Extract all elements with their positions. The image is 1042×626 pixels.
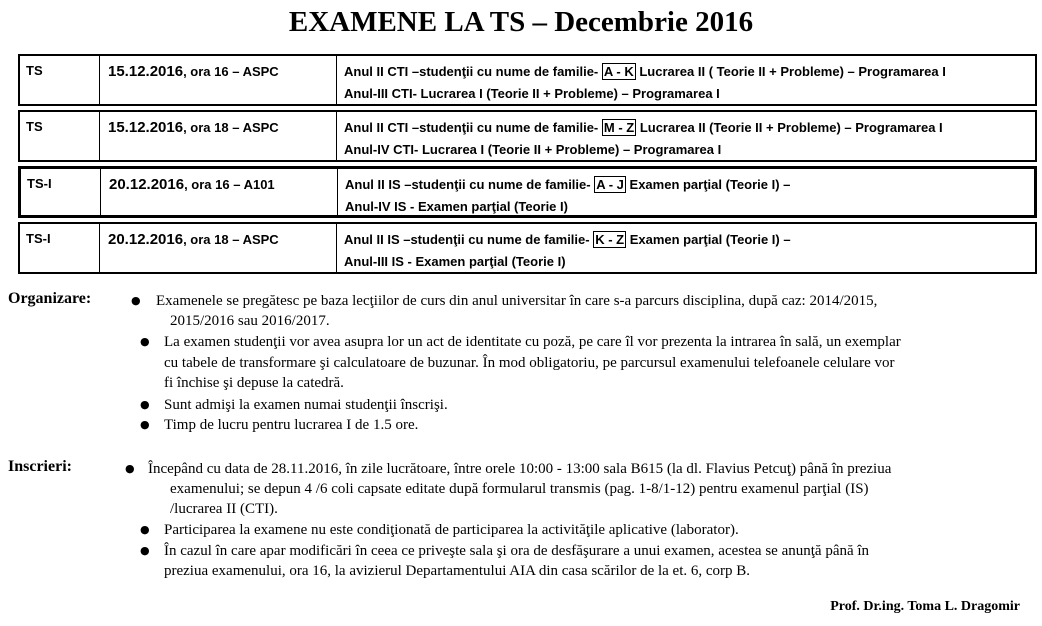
inscrieri-bullet-2: Participarea la examene nu este condiţionată de participarea la activităţile aplicative (laborator). [164, 522, 739, 538]
datetime-cell: 15.12.2016, ora 18 – ASPC [100, 112, 337, 160]
table-row [18, 222, 1037, 274]
organizare-bullet-2c: fi închise şi depuse la catedră. [164, 375, 344, 391]
inscrieri-bullet-3b: preziua examenului, ora 16, la avizierul Departamentului AIA din casa scărilor de la et. 6, corp B. [164, 563, 751, 579]
inscrieri-bullet-1c: /lucrarea II (CTI). [170, 501, 278, 517]
organizare-bullet-2b: cu tabele de transformare şi calculatoare de buzunar. În mod obligatoriu, pe parcursul examenului telefoanele celulare vor [164, 355, 895, 371]
datetime-cell: 20.12.2016, ora 16 – A101 [101, 169, 338, 215]
group-cell: TS [20, 112, 100, 160]
name-range-box: A - K [603, 64, 634, 79]
table-row [18, 166, 1037, 218]
organizare-bullet-3: Sunt admişi la examen numai studenţii înscrişi. [164, 397, 448, 413]
details-cell: Anul II IS –studenţii cu nume de familie- A - J Examen parţial (Teorie I) – Anul-IV IS - Examen parţial (Teorie I) [345, 177, 791, 214]
group-cell: TS-I [20, 224, 100, 272]
details-cell: Anul II CTI –studenţii cu nume de familie- M - Z Lucrarea II (Teorie II + Probleme) – Programarea I Anul-IV CTI- Lucrarea I (Teorie II + Probleme) – Programarea I [344, 120, 943, 157]
group-cell: TS [20, 56, 100, 104]
inscrieri-label: Inscrieri: [8, 458, 72, 475]
inscrieri-bullet-1b: examenului; se depun 4 /6 coli capsate editate după formularul transmis (pag. 1-8/1-12) pentru examenul parţial (IS) [170, 481, 869, 497]
exam-schedule-table [18, 54, 1037, 278]
organizare-bullet-4: Timp de lucru pentru lucrarea I de 1.5 ore. [164, 417, 419, 433]
name-range-box: M - Z [603, 120, 635, 135]
signature: Prof. Dr.ing. Toma L. Dragomir [830, 599, 1020, 614]
details-cell: Anul II IS –studenţii cu nume de familie- K - Z Examen parţial (Teorie I) – Anul-III IS - Examen parţial (Teorie I) [344, 232, 791, 269]
inscrieri-bullet-1a: Începând cu data de 28.11.2016, în zile lucrătoare, între orele 10:00 - 13:00 sala B615 (la dl. Flavius Petcuţ) până în preziua [148, 461, 892, 477]
organizare-label: Organizare: [8, 290, 92, 307]
details-cell: Anul II CTI –studenţii cu nume de familie- A - K Lucrarea II ( Teorie II + Probleme) – Programarea I Anul-III CTI- Lucrarea I (Teorie II + Probleme) – Programarea I [344, 64, 946, 101]
organizare-bullet-1b: 2015/2016 sau 2016/2017. [170, 313, 330, 329]
datetime-cell: 15.12.2016, ora 16 – ASPC [100, 56, 337, 104]
name-range-box: A - J [596, 177, 624, 192]
bullet-icon: ● [140, 418, 150, 431]
datetime-cell: 20.12.2016, ora 18 – ASPC [100, 224, 337, 272]
inscrieri-bullet-3a: În cazul în care apar modificări în ceea ce priveşte sala şi ora de desfăşurare a unui examen, acestea se anunţă până în [164, 543, 870, 559]
organizare-bullet-2a: La examen studenţii vor avea asupra lor un act de identitate cu poză, pe care îl vor prezenta la intrarea în sală, un exemplar [164, 334, 901, 350]
organizare-bullet-1a: Examenele se pregătesc pe baza lecţiilor de curs din anul universitar în care s-a parcurs disciplina, după caz: 2014/2015, [156, 293, 878, 309]
bullet-icon: ● [140, 544, 150, 557]
page-title: EXAMENE LA TS – Decembrie 2016 [288, 6, 754, 38]
name-range-box: K - Z [595, 232, 625, 247]
bullet-icon: ● [131, 294, 141, 307]
bullet-icon: ● [140, 398, 150, 411]
bullet-icon: ● [140, 523, 150, 536]
table-row [18, 54, 1037, 106]
bullet-icon: ● [125, 462, 135, 475]
table-row [18, 110, 1037, 162]
group-cell: TS-I [21, 169, 101, 215]
bullet-icon: ● [140, 335, 150, 348]
